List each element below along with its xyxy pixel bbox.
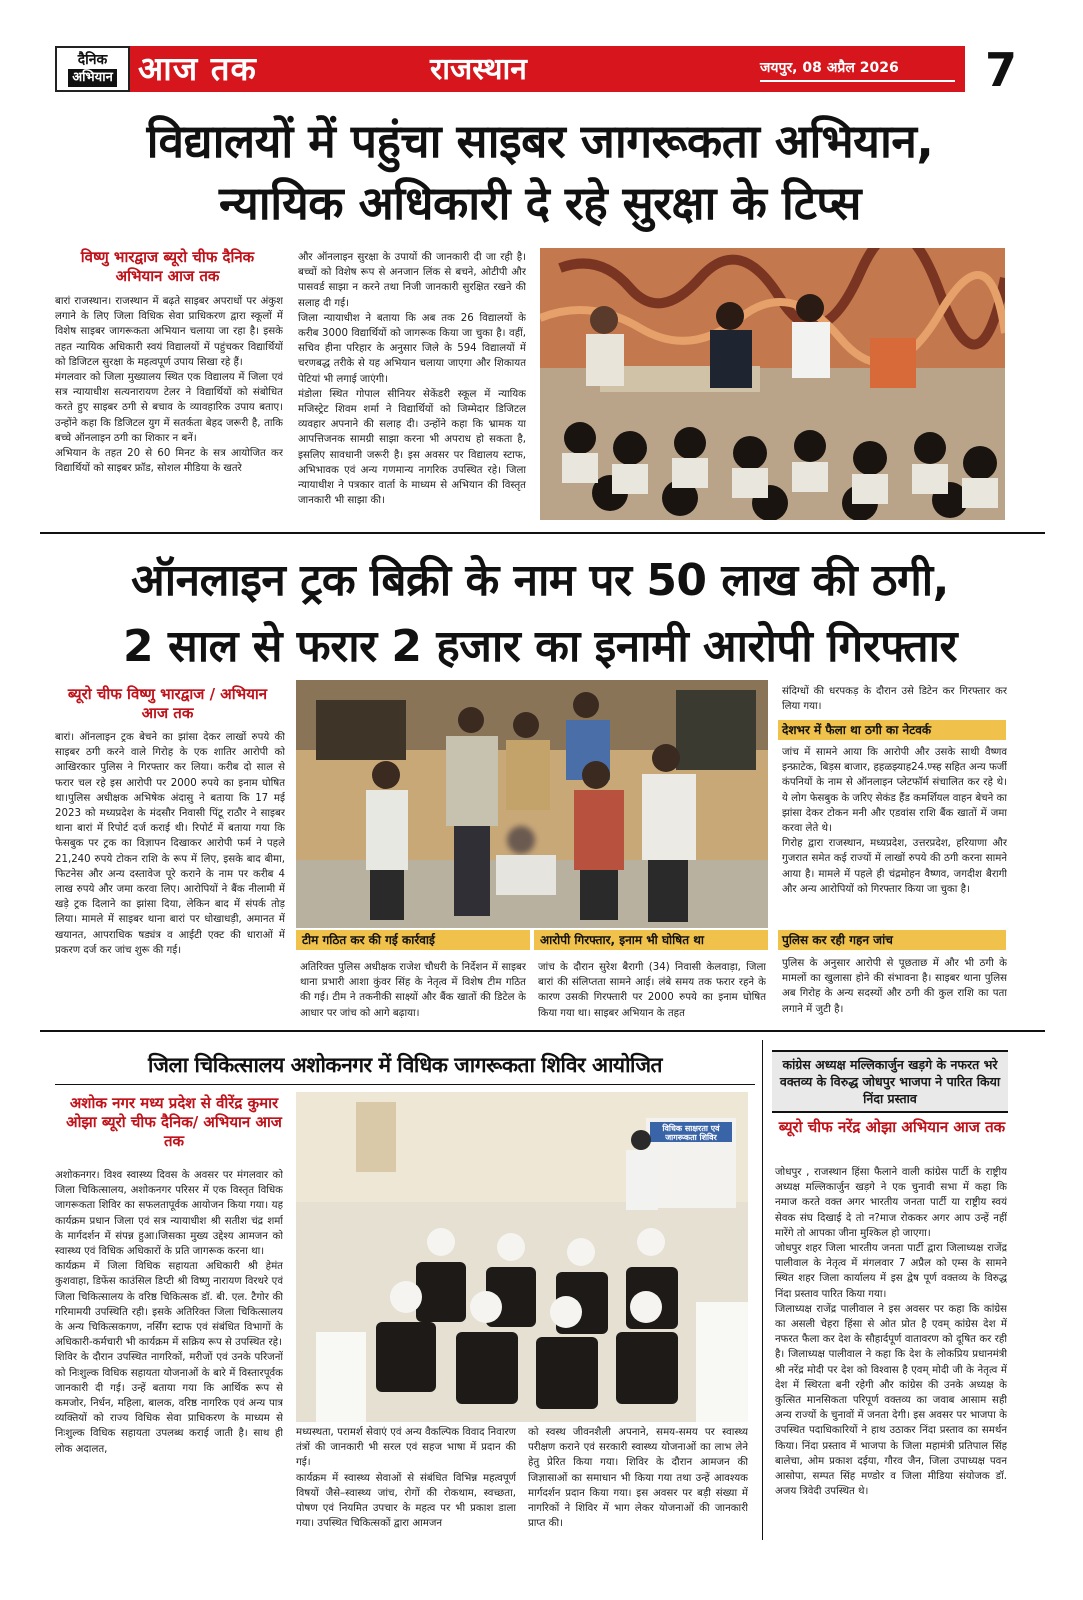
- dateline-rule: [760, 80, 955, 82]
- story2-photo: [296, 680, 768, 928]
- story3-headline: जिला चिकित्सालय अशोकनगर में विधिक जागरूकता शिविर आयोजित: [147, 1053, 663, 1077]
- story4-byline: ब्यूरो चीफ नरेंद्र ओझा अभियान आज तक: [778, 1118, 1006, 1136]
- story1-byline: विष्णु भारद्वाज ब्यूरो चीफ दैनिक अभियान आज तक: [80, 248, 255, 285]
- story4-body: जोधपुर , राजस्थान हिंसा फैलाने वाली कांग्रेस पार्टी के राष्ट्रीय अध्यक्ष मल्लिकार्जुन खड़गे ने एक चुनावी सभा में कहा कि नमाज करते वक्त अगर भारतीय जनता पार्टी या राष्ट्रीय स्वयं सेवक संघ दिखाई दे तो न?माज रोककर अगर आप उन्हें नहीं मारेंगे तो आपका जीना मुश्किल हो जाएगा। जोधपुर शहर जिला भारतीय जनता पार्टी द्वारा जिलाध्यक्ष राजेंद्र पालीवाल के नेतृत्व में मंगलवार 7 अप्रैल को एम्स के सामने स्थित शहर जिला कार्यालय में इस द्वेष पूर्ण वक्तव्य के विरुद्ध निंदा प्रस्ताव पारित किया गया। जिलाध्यक्ष राजेंद्र पालीवाल ने इस अवसर पर कहा कि कांग्रेस का असली चेहरा हिंसा से ओत प्रोत है एवम् कांग्रेस देश में नफरत फैला कर देश के सौहार्दपूर्ण वातावरण को दूषित कर रही है। जिलाध्यक्ष पालीवाल ने कहा कि देश के लोकप्रिय प्रधानमंत्री श्री नरेंद्र मोदी पर देश को विश्वास है एवम् मोदी जी के नेतृत्व में देश में स्थिरता बनी रहेगी और कांग्रेस की उनके अध्यक्ष के कुत्सित मानसिकता परिपूर्ण वक्तव्य का जवाब आसाम सही अन्य राज्यों के चुनावों में जनता देगी। इस अवसर पर भाजपा के उपस्थित पदाधिकारियों ने हाथ उठाकर निंदा प्रस्ताव का समर्थन किया। निंदा प्रस्ताव में भाजपा के जिला महामंत्री प्रतिपाल सिंह बालेचा, ओम प्रकाश दईया, गौरव जैन, जिला उपाध्यक्ष पवन आसोपा, सम्पत सिंह मण्डोर व जिला मीडिया संयोजक डॉ. अजय त्रिवेदी उपस्थित थे।: [775, 1167, 1007, 1498]
- story3-photo-banner: [648, 1124, 734, 1142]
- story3-column1: अशोकनगर। विश्व स्वास्थ्य दिवस के अवसर पर मंगलवार को जिला चिकित्सालय, अशोकनगर परिसर में एक विस्तृत विधिक जागरूकता शिविर का सफलतापूर्वक आयोजन किया गया। यह कार्यक्रम प्रधान जिला एवं सत्र न्यायाधीश श्री सतीश चंद्र शर्मा के मार्गदर्शन में संपन्न हुआ।जिसका मुख्य उद्देश्य आमजन को स्वास्थ्य एवं विधिक अधिकारों के प्रति जागरूक करना था। कार्यक्रम में जिला विधिक सहायता अधिकारी श्री हेमंत कुशवाहा, डिफेंस काउंसिल डिप्टी श्री विष्णु नारायण विरथरे एवं जिला चिकित्सालय के वरिष्ठ चिकित्सक डॉ. बी. एल. टैगोर की गरिमामयी उपस्थिति रही। इसके अतिरिक्त जिला चिकित्सालय के अन्य चिकित्सकगण, नर्सिंग स्टाफ एवं संबंधित विभागों के अधिकारी-कर्मचारी भी कार्यक्रम में सक्रिय रूप से उपस्थित रहे। शिविर के दौरान उपस्थित नागरिकों, मरीजों एवं उनके परिजनों को निःशुल्क विधिक सहायता योजनाओं के बारे में विस्तारपूर्वक जानकारी दी गई। उन्हें बताया गया कि आर्थिक रूप से कमजोर, निर्धन, महिला, बालक, वरिष्ठ नागरिक एवं अन्य पात्र व्यक्तियों को राज्य विधिक सेवा प्राधिकरण के माध्यम से निःशुल्क विधिक सहायता उपलब्ध कराई जाती है। साथ ही लोक अदालत,: [55, 1170, 283, 1455]
- story2-column4-bottom: पुलिस के अनुसार आरोपी से पूछताछ में और भी ठगी के मामलों का खुलासा होने की संभावना है। साइबर थाना पुलिस अब गिरोह के अन्य सदस्यों और ठगी की कुल राशि का पता लगाने में जुटी है।: [782, 958, 1007, 1015]
- classroom-session-photo: [540, 248, 1005, 520]
- paper-logo: [55, 46, 130, 92]
- story3-column2: मध्यस्थता, परामर्श सेवाएं एवं अन्य वैकल्पिक विवाद निवारण तंत्रों की जानकारी भी सरल एवं सहज भाषा में प्रदान की गई। कार्यक्रम में स्वास्थ्य सेवाओं से संबंधित विभिन्न महत्वपूर्ण विषयों जैसे–स्वास्थ्य जांच, रोगों की रोकथाम, स्वच्छता, पोषण एवं नियमित उपचार के महत्व पर भी प्रकाश डाला गया। उपस्थित चिकित्सकों द्वारा आमजन: [296, 1427, 516, 1530]
- logo-line2: अभियान: [68, 69, 117, 87]
- story3-column3: को स्वस्थ जीवनशैली अपनाने, समय-समय पर स्वास्थ्य परीक्षण कराने एवं सरकारी स्वास्थ्य योजनाओं का लाभ लेने हेतु प्रेरित किया गया। शिविर के दौरान आमजन की जिज्ञासाओं का समाधान भी किया गया तथा उन्हें आवश्यक मार्गदर्शन प्रदान किया गया। इस अवसर पर बड़ी संख्या में नागरिकों ने शिविर में भाग लेकर योजनाओं की जानकारी प्राप्त की।: [528, 1427, 748, 1530]
- story2-byline: ब्यूरो चीफ विष्णु भारद्वाज / अभियान आज तक: [67, 685, 268, 722]
- story3-headline-rule: [55, 1084, 755, 1085]
- banner-line1: विधिक साक्षरता एवं: [662, 1124, 720, 1133]
- police-team-photo: [296, 680, 768, 928]
- divider-1: [40, 532, 1045, 534]
- logo-line1: दैनिक: [77, 52, 108, 68]
- story2-headline-line2: 2 साल से फरार 2 हजार का इनामी आरोपी गिरफ्तार: [123, 621, 957, 672]
- story3-photo: [296, 1092, 748, 1422]
- divider-2: [40, 1030, 1045, 1032]
- section-name: राजस्थान: [430, 52, 527, 87]
- story2-column4-middle: जांच में सामने आया कि आरोपी और उसके साथी वैष्णव इन्फ्राटेक, बिड़स बाजार, हहळझ्याह24.ण्स्ह सहित अन्य फर्जी कंपनियों के नाम से ऑनलाइन प्लेटफॉर्म संचालित कर रहे थे। ये लोग फेसबुक के जरिए सेकंड हैंड कमर्शियल वाहन बेचने का झांसा देकर टोकन मनी और एडवांस राशि बैंक खातों में जमा करवा लेते थे। गिरोह द्वारा राजस्थान, मध्यप्रदेश, उत्तरप्रदेश, हरियाणा और गुजरात समेत कई राज्यों में लाखों रुपये की ठगी करना सामने आया है। मामले में पहले ही चंद्रमोहन वैष्णव, जगदीश बैरागी और अन्य आरोपियों को गिरफ्तार किया जा चुका है।: [782, 747, 1007, 895]
- story2-column3: जांच के दौरान सुरेश बैरागी (34) निवासी केलवाड़ा, जिला बारां की संलिप्तता सामने आई। लंबे समय तक फरार रहने के कारण उसकी गिरफ्तारी पर 2000 रुपये का इनाम घोषित किया गया था। साइबर अभियान के तहत: [538, 962, 766, 1019]
- story3-byline: अशोक नगर मध्य प्रदेश से वीरेंद्र कुमार ओझा ब्यूरो चीफ दैनिक/ अभियान आज तक: [66, 1094, 282, 1150]
- story1-column2: और ऑनलाइन सुरक्षा के उपायों की जानकारी दी जा रही है। बच्चों को विशेष रूप से अनजान लिंक से बचने, ओटीपी और पासवर्ड साझा न करने तथा निजी जानकारी सुरक्षित रखने की सलाह दी गई। जिला न्यायाधीश ने बताया कि अब तक 26 विद्यालयों के करीब 3000 विद्यार्थियों को जागरूक किया जा चुका है। वहीं, सचिव हीना परिहार के अनुसार जिले के 594 विद्यालयों में चरणबद्ध तरीके से यह अभियान चलाया जाएगा और शिकायत पेटियां भी लगाई जाएंगी। मंडोला स्थित गोपाल सीनियर सेकेंडरी स्कूल में न्यायिक मजिस्ट्रेट शिवम शर्मा ने विद्यार्थियों को जिम्मेदार डिजिटल व्यवहार अपनाने की सलाह दी। उन्होंने कहा कि भ्रामक या आपत्तिजनक सामग्री साझा करना भी अपराध हो सकता है, इसलिए सावधानी जरूरी है। इस अवसर पर विद्यालय स्टाफ, अभिभावक एवं अन्य गणमान्य नागरिक उपस्थित रहे। जिला न्यायाधीश ने पत्रकार वार्ता के माध्यम से अभियान की विस्तृत जानकारी भी साझा की।: [298, 252, 526, 507]
- story2-headline-line1: ऑनलाइन ट्रक बिक्री के नाम पर 50 लाख की ठगी,: [131, 555, 949, 606]
- banner-line2: जागरूकता शिविर: [665, 1133, 717, 1142]
- page-number: 7: [975, 44, 1027, 96]
- story1-photo: [540, 248, 1005, 520]
- story2-caption-left: टीम गठित कर की गई कार्रवाई: [296, 930, 530, 950]
- story1-headline: [40, 110, 1040, 234]
- story2-subhead-investigation: पुलिस कर रही गहन जांच: [778, 930, 1006, 950]
- story4-headline: कांग्रेस अध्यक्ष मल्लिकार्जुन खड़गे के नफरत भरे वक्तव्य के विरुद्ध जोधपुर भाजपा ने पारित किया निंदा प्रस्ताव: [772, 1050, 1008, 1113]
- story1-headline-line2: न्यायिक अधिकारी दे रहे सुरक्षा के टिप्स: [219, 176, 861, 230]
- story2-subhead-network: देशभर में फैला था ठगी का नेटवर्क: [778, 720, 1006, 740]
- story2-column2: अतिरिक्त पुलिस अधीक्षक राजेश चौधरी के निर्देशन में साइबर थाना प्रभारी आशा कुंवर सिंह के नेतृत्व में विशेष टीम गठित की गई। टीम ने तकनीकी साक्ष्यों और बैंक खातों की डिटेल के आधार पर जांच को आगे बढ़ाया।: [300, 962, 526, 1019]
- story2-caption-right: आरोपी गिरफ्तार, इनाम भी घोषित था: [534, 930, 768, 950]
- story1-headline-line1: विद्यालयों में पहुंचा साइबर जागरूकता अभियान,: [146, 114, 934, 168]
- story1-column1: बारां राजस्थान। राजस्थान में बढ़ते साइबर अपराधों पर अंकुश लगाने के लिए जिला विधिक सेवा प्राधिकरण द्वारा स्कूलों में विशेष साइबर जागरूकता अभियान चलाया जा रहा है। इसके तहत न्यायिक अधिकारी स्वयं विद्यालयों में पहुंचकर विद्यार्थियों को डिजिटल सुरक्षा के महत्वपूर्ण उपाय सिखा रहे हैं। मंगलवार को जिला मुख्यालय स्थित एक विद्यालय में जिला एवं सत्र न्यायाधीश सत्यनारायण टेलर ने विद्यार्थियों को संबोधित करते हुए साइबर ठगी से बचाव के व्यावहारिक उपाय बताए। उन्होंने कहा कि डिजिटल युग में सतर्कता बेहद जरूरी है, ताकि बच्चे ऑनलाइन ठगी का शिकार न बनें। अभियान के तहत 20 से 60 मिनट के सत्र आयोजित कर विद्यार्थियों को साइबर फ्रॉड, सोशल मीडिया के खतरे: [55, 296, 283, 475]
- story4-column-rule: [762, 1040, 763, 1540]
- story2-column1: बारां। ऑनलाइन ट्रक बेचने का झांसा देकर लाखों रुपये की साइबर ठगी करने वाले गिरोह के एक शातिर आरोपी को आखिरकार पुलिस ने गिरफ्तार कर लिया। करीब दो साल से फरार चल रहे इस आरोपी पर 2000 रुपये का इनाम घोषित था।पुलिस अधीक्षक अभिषेक अंदासु ने बताया कि 17 मई 2023 को मध्यप्रदेश के मंदसौर निवासी पिंटू राठौर ने साइबर थाना बारां में रिपोर्ट दर्ज कराई थी। रिपोर्ट में बताया गया कि फेसबुक पर ट्रक का विज्ञापन दिखाकर आरोपी फर्म ने पहले 21,240 रुपये टोकन राशि के रूप में लिए, इसके बाद बीमा, फिटनेस और अन्य दस्तावेज पूरे कराने के नाम पर करीब 4 लाख रुपये और जमा करवा लिए। आरोपियों ने बैंक नीलामी में खड़े ट्रक दिलाने का झांसा दिया, लेकिन बाद में संपर्क तोड़ लिया। मामले में साइबर थाना बारां पर धोखाधड़ी, अमानत में खयानत, आपराधिक षड्यंत्र व आईटी एक्ट की धाराओं में प्रकरण दर्ज कर जांच शुरू की गई।: [55, 732, 285, 956]
- dateline: जयपुर, 08 अप्रैल 2026: [760, 60, 899, 76]
- story2-headline: [40, 548, 1040, 680]
- story2-column4-top: संदिग्धों की धरपकड़ के दौरान उसे डिटेन कर गिरफ्तार कर लिया गया।: [782, 686, 1007, 713]
- paper-name: आज तक: [138, 49, 257, 88]
